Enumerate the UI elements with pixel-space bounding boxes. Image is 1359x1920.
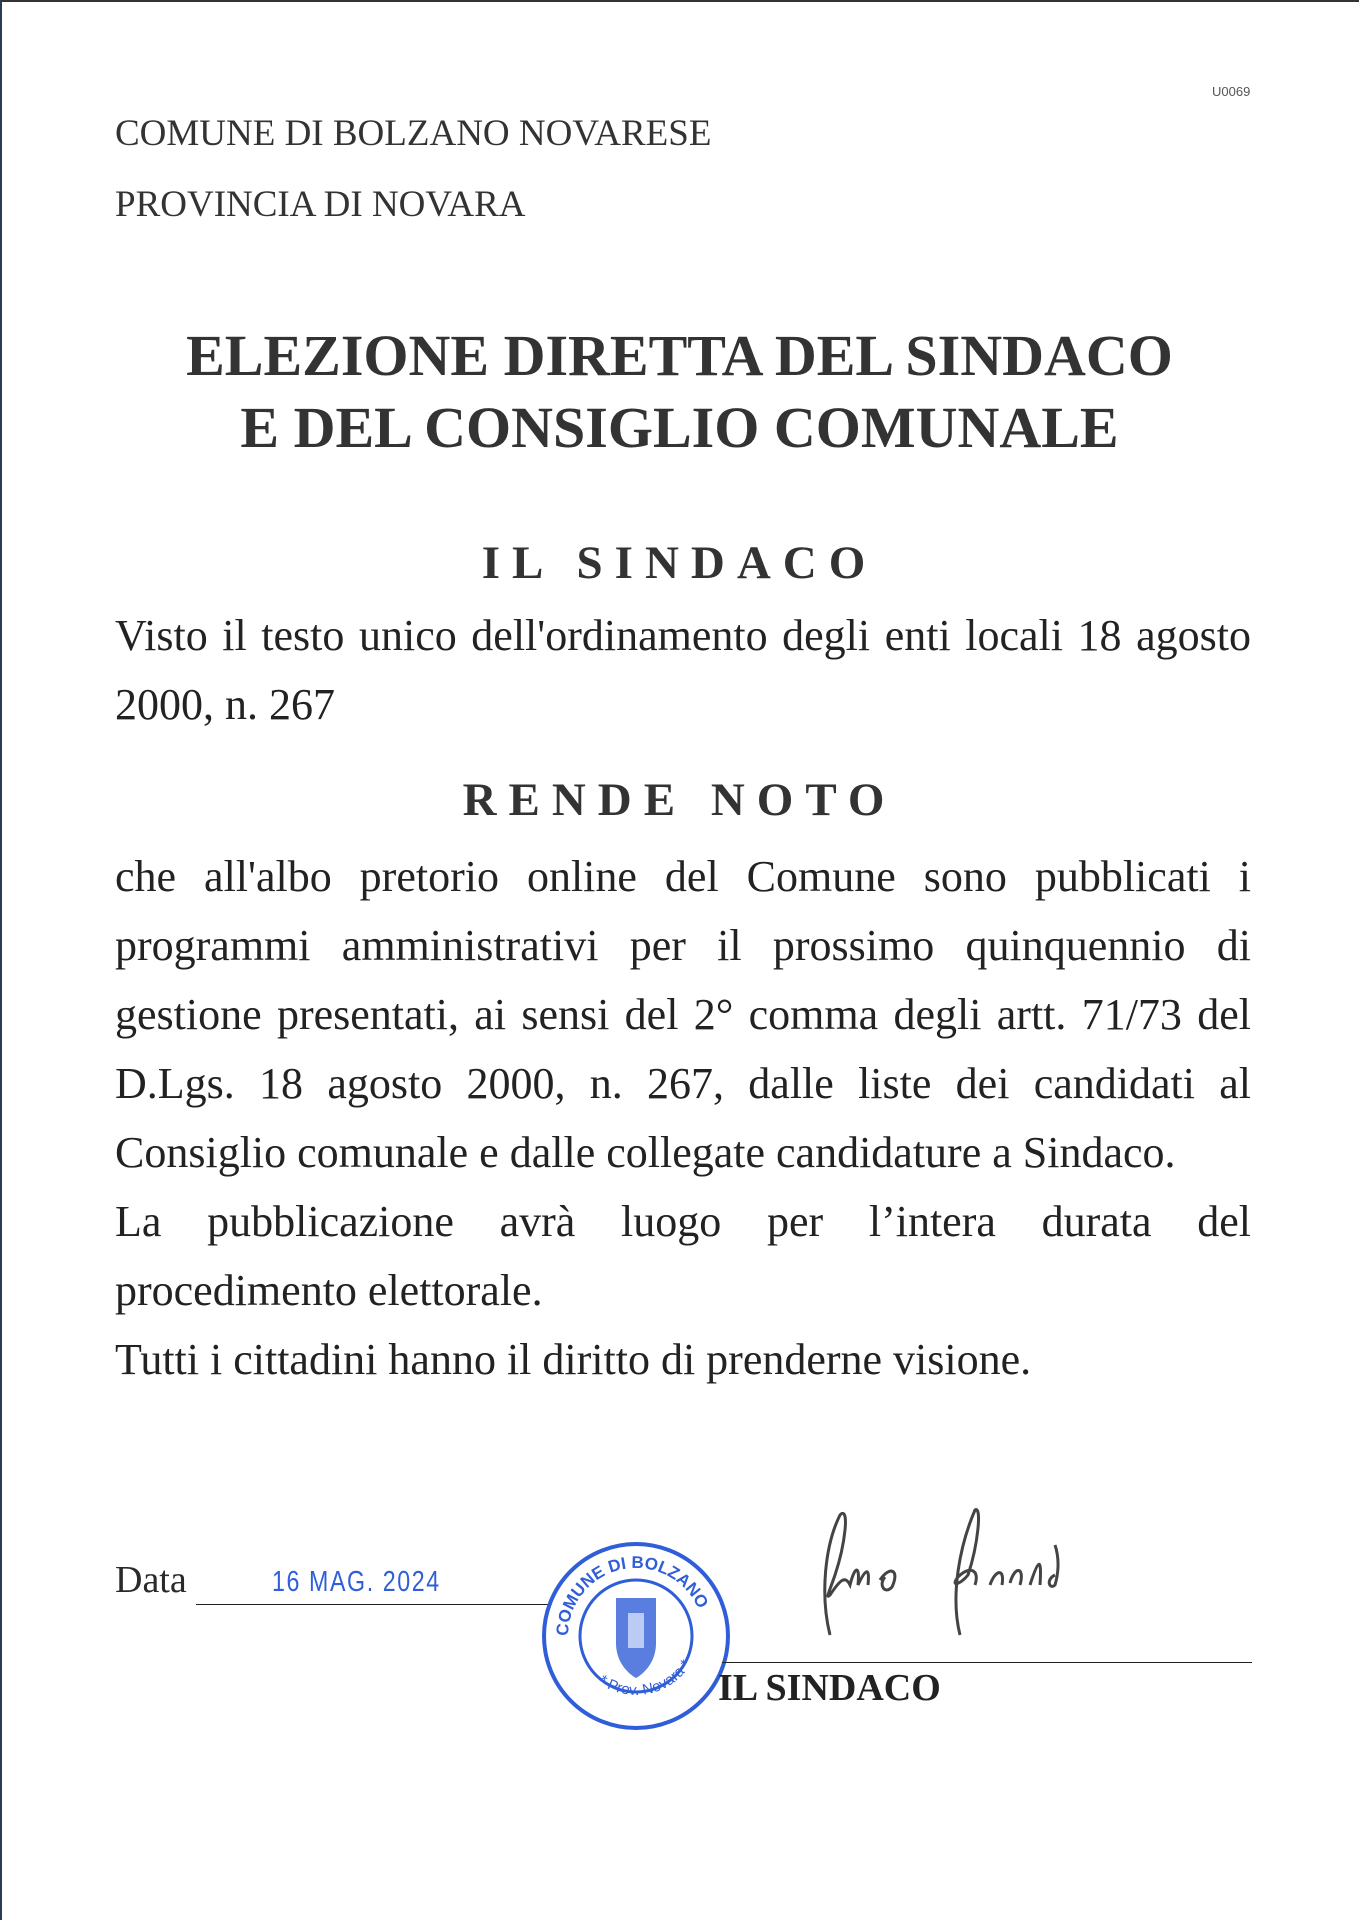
document-code: U0069 — [1212, 84, 1251, 99]
header-provincia: PROVINCIA DI NOVARA — [115, 184, 526, 225]
signature-title: IL SINDACO — [718, 1667, 941, 1709]
paragraph-publication: che all'albo pretorio online del Comune sono pubblicati i programmi amministrativi per il prossimo quinquennio di gestione presentati, ai sensi del 2° comma degli artt. 71/73 del D.Lgs. 18 agosto 2000, n. 267, dalle liste dei candidati al Consiglio comunale e dalle collegate candidature a Sindaco. — [115, 852, 1251, 1177]
svg-text:COMUNE DI BOLZANO: COMUNE DI BOLZANO — [552, 1552, 713, 1637]
visto-paragraph — [115, 601, 1251, 739]
date-stamp: 16 MAG. 2024 — [272, 1566, 441, 1598]
signature-line — [722, 1662, 1252, 1663]
title-line-2: E DEL CONSIGLIO COMUNALE — [240, 395, 1119, 460]
heading-il-sindaco: IL SINDACO — [481, 537, 878, 589]
top-border — [0, 0, 1359, 2]
date-label: Data — [115, 1559, 187, 1601]
header-comune: COMUNE DI BOLZANO NOVARESE — [115, 113, 712, 154]
paragraph-duration: La pubblicazione avrà luogo per l’intera durata del procedimento elettorale. — [115, 1197, 1251, 1315]
svg-text:* Prov. Novara *: * Prov. Novara * — [595, 1656, 695, 1700]
date-line — [196, 1604, 551, 1605]
heading-rende-noto: RENDE NOTO — [462, 774, 897, 826]
main-text — [115, 842, 1251, 1394]
visto-text: Visto il testo unico dell'ordinamento degli enti locali 18 agosto 2000, n. 267 — [115, 611, 1251, 729]
left-border — [0, 0, 2, 1920]
paragraph-citizens: Tutti i cittadini hanno il diritto di prenderne visione. — [115, 1335, 1032, 1384]
municipal-stamp — [538, 1538, 734, 1734]
title-line-1: ELEZIONE DIRETTA DEL SINDACO — [186, 323, 1173, 388]
mayor-signature — [810, 1505, 1085, 1645]
